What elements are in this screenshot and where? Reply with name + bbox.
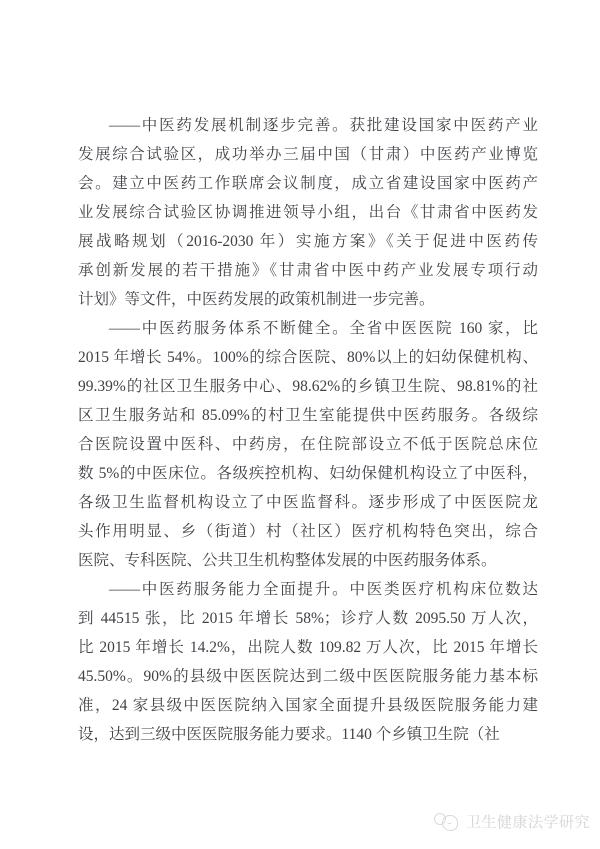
text-line-p2-l9: 医院、专科医院、公共卫生机构整体发展的中医药服务体系。: [78, 552, 497, 569]
text-line-p3-l4: 45.50%。90%的县级中医医院达到二级中医医院服务能力基本标: [78, 668, 538, 685]
text-line-p1-l4: 业发展综合试验区协调推进领导小组，出台《甘肃省中医药发: [78, 204, 538, 221]
text-line-p1-l7: 计划》等文件，中医药发展的政策机制进一步完善。: [78, 291, 435, 308]
text-line-p2-l6: 数 5%的中医床位。各级疾控机构、妇幼保健机构设立了中医科，: [78, 465, 538, 482]
text-line-p3-l5: 准，24 家县级中医医院纳入国家全面提升县级医院服务能力建: [78, 697, 538, 714]
text-line-p1-l6: 承创新发展的若干措施》《甘肃省中医中药产业发展专项行动: [78, 262, 538, 279]
text-line-p1-l2: 发展综合试验区，成功举办三届中国（甘肃）中医药产业博览: [78, 146, 538, 163]
text-line-p2-l8: 头作用明显、乡（街道）村（社区）医疗机构特色突出，综合: [78, 523, 538, 540]
text-line-p2-l4: 区卫生服务站和 85.09%的村卫生室能提供中医药服务。各级综: [78, 407, 538, 424]
text-line-p3-l6: 设，达到三级中医医院服务能力要求。1140 个乡镇卫生院（社: [78, 726, 500, 743]
document-body: [78, 111, 538, 749]
text-line-p1-l1: ——中医药发展机制逐步完善。获批建设国家中医药产业: [109, 117, 538, 134]
text-line-p2-l2: 2015 年增长 54%。100%的综合医院、80%以上的妇幼保健机构、: [78, 349, 538, 366]
text-line-p1-l3: 会。建立中医药工作联席会议制度，成立省建设国家中医药产: [78, 175, 538, 192]
text-line-p3-l3: 比 2015 年增长 14.2%，出院人数 109.82 万人次，比 2015 年增长: [78, 639, 538, 656]
text-line-p1-l5: 展战略规划（2016-2030 年）实施方案》《关于促进中医药传: [78, 233, 538, 250]
text-line-p2-l1: ——中医药服务体系不断健全。全省中医医院 160 家，比: [109, 320, 538, 337]
text-line-p3-l2: 到 44515 张，比 2015 年增长 58%；诊疗人数 2095.50 万人次，: [78, 610, 538, 627]
text-line-p2-l5: 合医院设置中医科、中药房，在住院部设立不低于医院总床位: [78, 436, 538, 453]
text-line-p3-l1: ——中医药服务能力全面提升。中医类医疗机构床位数达: [109, 581, 538, 598]
text-line-p2-l3: 99.39%的社区卫生服务中心、98.62%的乡镇卫生院、98.81%的社: [78, 378, 538, 395]
watermark: [434, 808, 590, 834]
watermark-text: 卫生健康法学研究: [466, 814, 591, 831]
text-line-p2-l7: 各级卫生监督机构设立了中医监督科。逐步形成了中医医院龙: [78, 494, 538, 511]
mascot-logo-icon: [434, 811, 461, 832]
